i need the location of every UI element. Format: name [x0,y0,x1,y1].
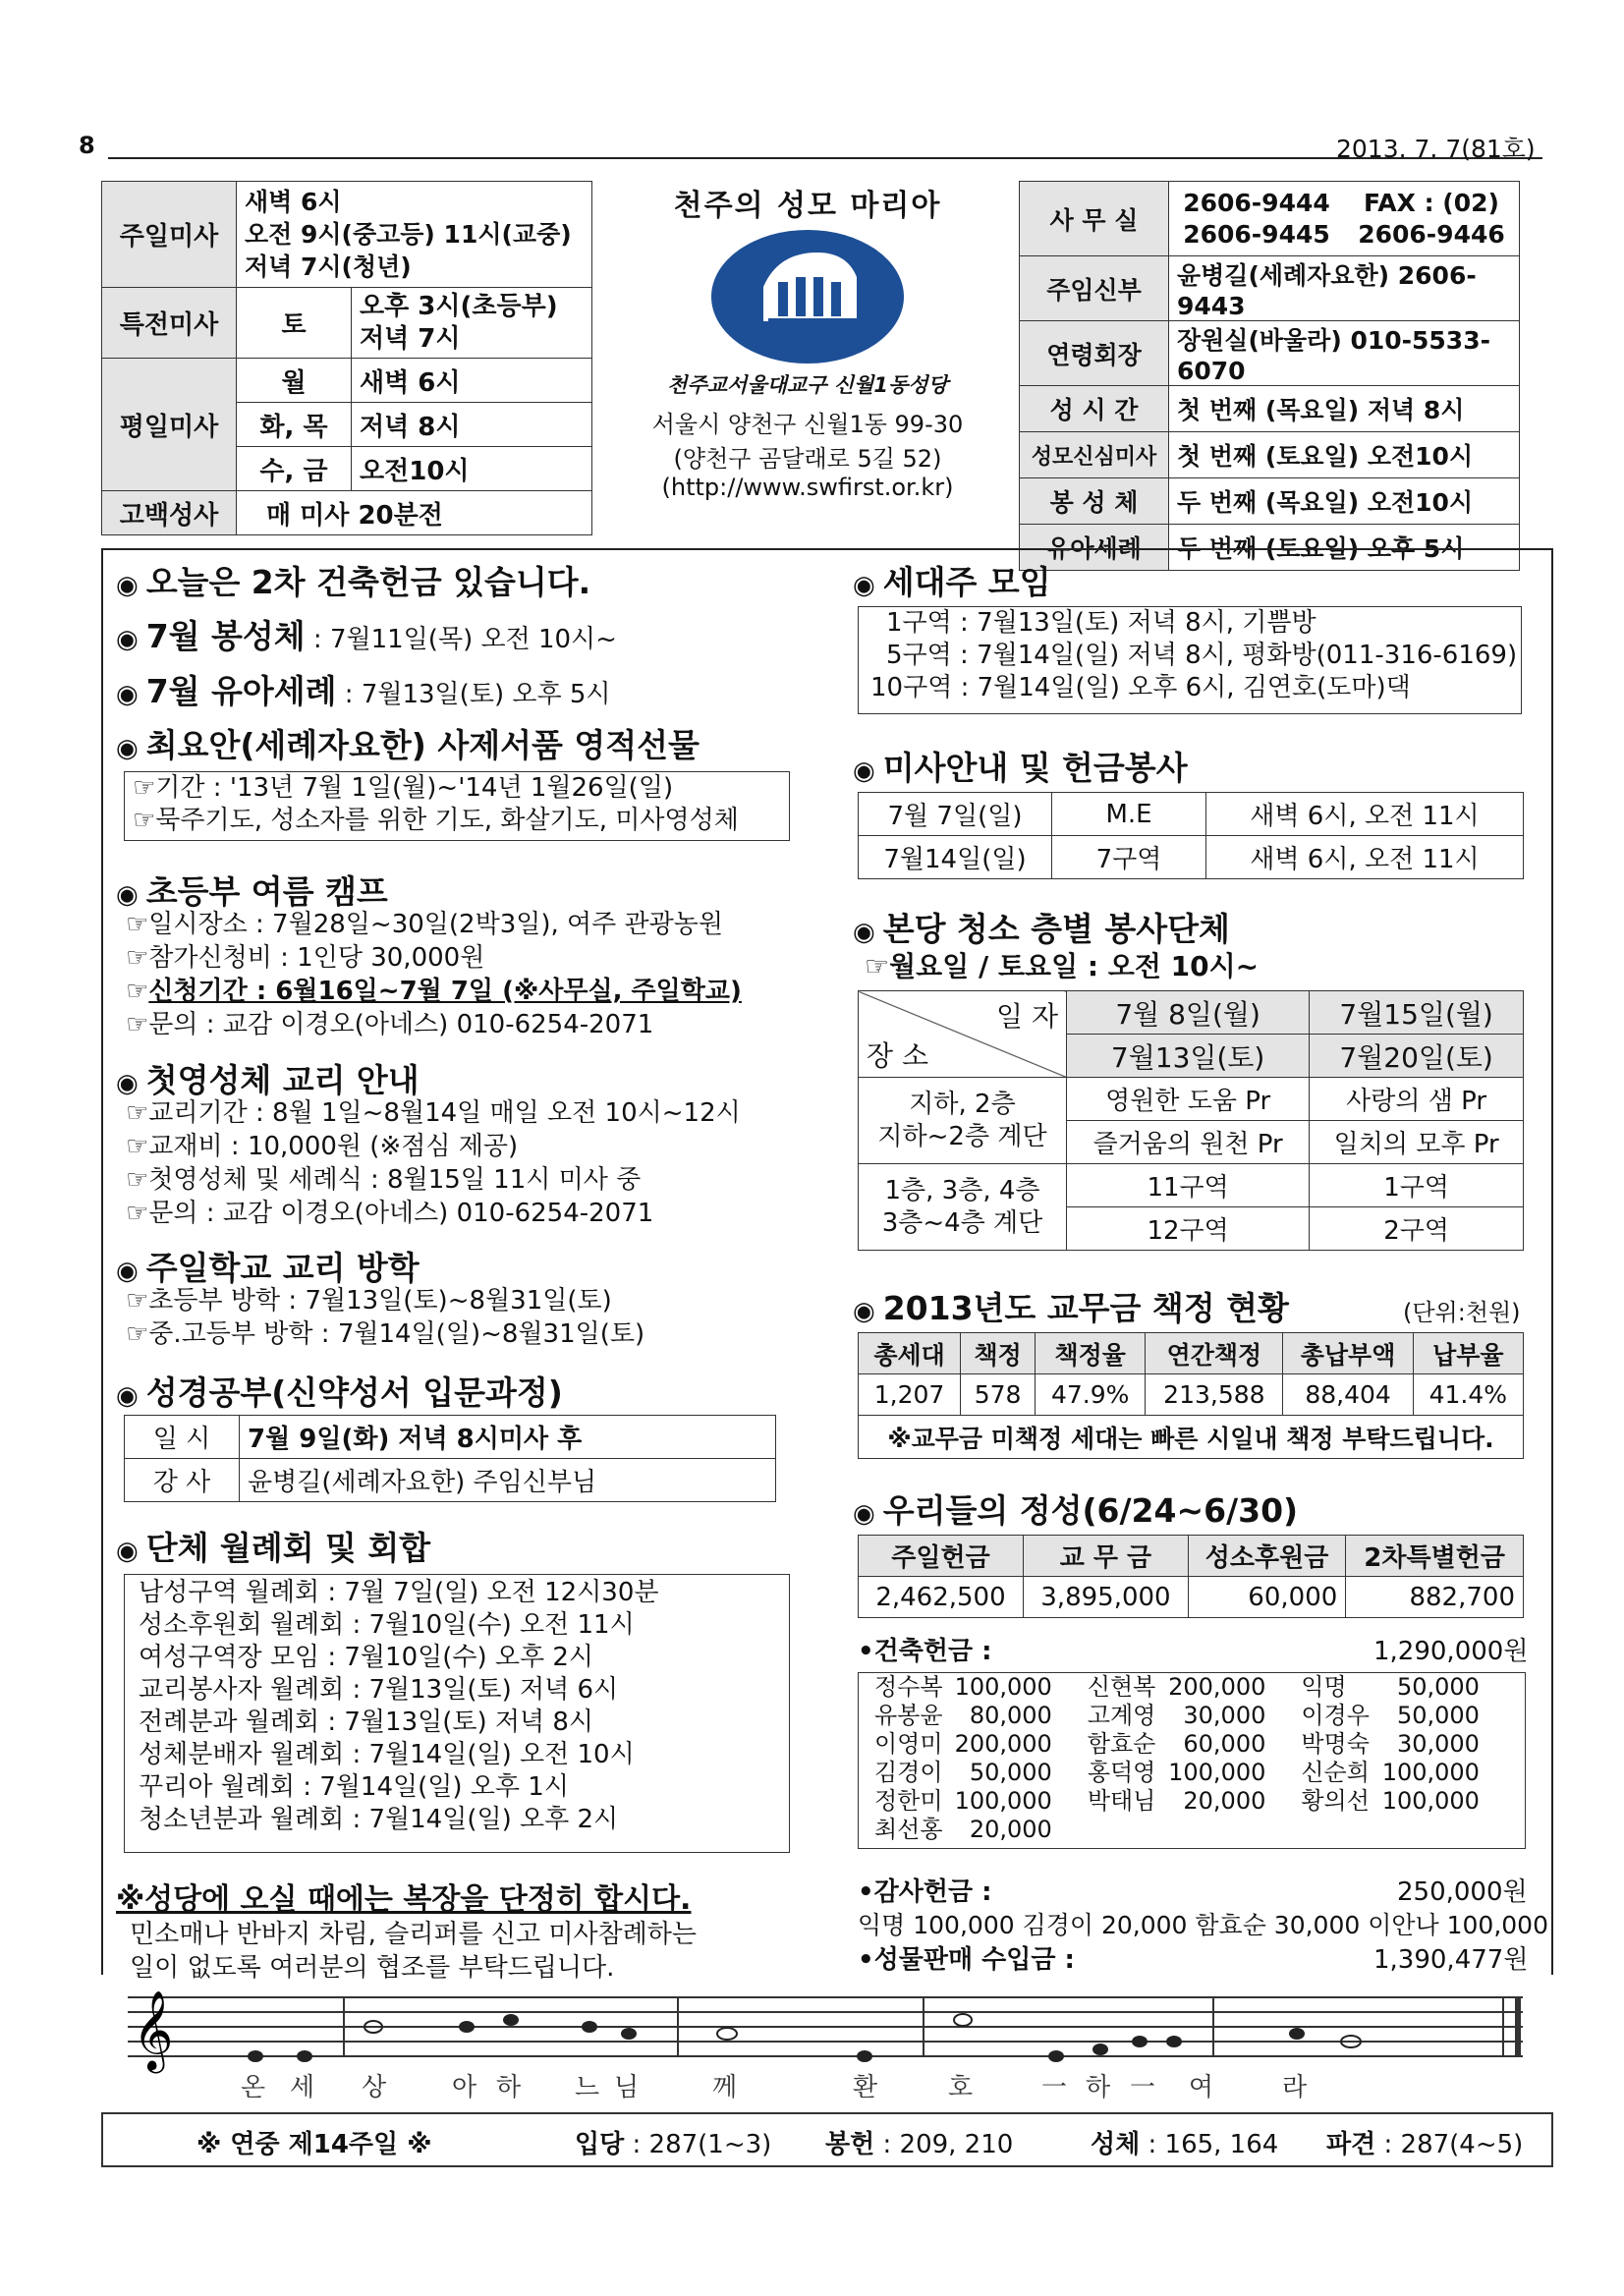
weekday-day: 수, 금 [237,447,352,491]
donor-amount: 100,000 [954,1787,1052,1815]
offering-header: 성소후원금 [1188,1536,1345,1577]
meeting-line: 꾸리아 월례회 : 7월14일(일) 오후 1시 [139,1772,569,1802]
weekday-day: 화, 목 [237,403,352,447]
bible-study-section [116,1368,563,1414]
box-line: ☞묵주기도, 성소자를 위한 기도, 화살기도, 미사영성체 [133,806,739,835]
thanksgiving-donors: 익명 100,000 김경이 20,000 함효순 30,000 이안나 100,000 [858,1911,1548,1939]
special-mass-day: 토 [237,288,352,359]
detail-line [126,975,742,1008]
mass-guide-group: M.E [1052,793,1206,836]
offerings-section [853,1485,1298,1532]
cleaning-place [859,1078,1067,1164]
offering-value: 882,700 [1346,1577,1524,1618]
offertory-label: 봉헌 [825,2130,875,2159]
building-donors-table [868,1673,1485,1844]
cleaning-duty-section [853,904,1230,950]
bullet-icon: ◉ [116,680,139,709]
section-title: 성경공부(신약성서 입문과정) [145,1373,563,1412]
cleaning-schedule: ☞월요일 / 토요일 : 오전 10시~ [865,950,1260,982]
mass-schedule-table [101,181,592,535]
weekday-mass-label: 평일미사 [102,359,237,491]
place-line: 1층, 3층, 4층 [884,1175,1040,1205]
donor-amount: 200,000 [1168,1673,1266,1701]
office-row-value: 두 번째 (목요일) 오전10시 [1169,478,1520,525]
goods-sales-total: 1,390,477원 [1373,1945,1529,1975]
lyric-syllable: 라 [1282,2073,1308,2102]
donor-name: 홍덕영 [1087,1759,1156,1786]
tithe-header: 총납부액 [1283,1333,1413,1374]
section-title: 최요안(세례자요한) 사제서품 영적선물 [145,726,700,764]
section-title: 세대주 모임 [882,563,1051,601]
donor-amount: 80,000 [969,1702,1052,1729]
householder-meeting-section [853,557,1051,603]
mass-guide-date: 7월14일(일) [859,836,1052,879]
donor-amount: 200,000 [954,1730,1052,1758]
cleaning-date: 7월13일(토) [1067,1035,1310,1078]
offering-value: 3,895,000 [1023,1577,1188,1618]
section-title: 미사안내 및 헌금봉사 [882,749,1188,787]
lyric-syllable: 一 [1130,2073,1156,2102]
tithe-header: 납부율 [1413,1333,1523,1374]
cleaning-group: 일치의 모후 Pr [1310,1121,1524,1164]
offering-header: 교 무 금 [1023,1536,1188,1577]
office-label: 사 무 실 [1020,182,1169,256]
donor-amount: 100,000 [1381,1787,1480,1815]
meeting-line: 1구역 : 7월13일(토) 저녁 8시, 기쁨방 [886,608,1316,638]
meeting-line: 교리봉사자 월례회 : 7월13일(토) 저녁 6시 [139,1675,619,1705]
donor-amount: 20,000 [969,1816,1052,1843]
hymn-lyrics [128,2067,1523,2102]
cleaning-group: 2구역 [1310,1207,1524,1251]
bullet-icon: ◉ [116,734,139,763]
lyric-syllable: 하 [496,2073,522,2102]
parish-road-address: (양천구 곰달래로 5길 52) [673,445,942,473]
bullet-icon: ◉ [116,571,139,600]
meeting-line: 10구역 : 7월14일(일) 오후 6시, 김연호(도마)댁 [870,673,1411,702]
communion-value: : 165, 164 [1140,2130,1279,2159]
building-fund-total: 1,290,000원 [1373,1637,1529,1666]
weekday-time: 저녁 8시 [352,403,592,447]
infant-baptism-notice [116,666,611,712]
mass-guide-section [853,743,1188,789]
office-row-value: 장원실(바울라) 010-5533-6070 [1169,321,1520,386]
tithe-value: 1,207 [859,1374,961,1416]
weekday-time: 오전10시 [352,447,592,491]
lyric-syllable: 느 [575,2073,600,2102]
communion-label: 성체 [1091,2130,1141,2159]
detail-line: ☞교리기간 : 8월 1일~8월14일 매일 오전 10시~12시 [126,1098,741,1128]
confession-value: 매 미사 20분전 [237,491,592,535]
header-rule [108,157,1542,159]
section-title: 우리들의 정성(6/24~6/30) [882,1491,1299,1530]
group-meetings-section [116,1523,430,1569]
detail-line: ☞교재비 : 10,000원 (※점심 제공) [126,1132,519,1161]
meeting-line: 성체분배자 월례회 : 7월14일(일) 오전 10시 [139,1740,635,1769]
goods-sales-label: •성물판매 수입금 : [858,1945,1075,1975]
first-communion-section [116,1055,420,1101]
detail-line: ☞문의 : 교감 이경오(아네스) 010-6254-2071 [126,1010,654,1039]
sunday-mass-label: 주일미사 [102,182,237,288]
sunday-school-vacation-section [116,1243,420,1289]
section-text: : 7월11일(목) 오전 10시~ [305,625,617,654]
special-mass-line: 오후 3시(초등부) [360,291,558,321]
office-row-value: 첫 번째 (토요일) 오전10시 [1169,432,1520,478]
donor-amount: 30,000 [1183,1702,1266,1729]
lyric-syllable: 호 [948,2073,974,2102]
date-place-header [859,991,1067,1078]
date-header-label: 일 자 [996,999,1058,1033]
donor-name: 함효순 [1087,1730,1156,1758]
fax-label: FAX : (02) [1364,188,1499,217]
sunday-mass-line: 새벽 6시 [245,188,342,216]
mass-guide-group: 7구역 [1052,836,1206,879]
special-mass-times [352,288,592,359]
lyric-syllable: 님 [614,2073,640,2102]
notice-line: 민소매나 반바지 차림, 슬리퍼를 신고 미사참례하는 [130,1920,698,1949]
donor-amount: 60,000 [1183,1730,1266,1758]
cleaning-place [859,1164,1067,1251]
cleaning-group: 1구역 [1310,1164,1524,1207]
logo-caption: 천주교서울대교구 신월1동성당 [667,373,948,397]
cleaning-group: 11구역 [1067,1164,1310,1207]
building-fund-notice [116,557,590,603]
cleaning-group: 영원한 도움 Pr [1067,1078,1310,1121]
section-title: 7월 봉성체 [145,617,306,655]
tithe-value: 41.4% [1413,1374,1523,1416]
section-title: 주일학교 교리 방학 [145,1249,420,1287]
bullet-icon: ◉ [116,1257,139,1286]
offering-header: 주일헌금 [859,1536,1024,1577]
donor-amount: 100,000 [1168,1759,1266,1786]
place-line: 지하~2층 계단 [877,1121,1047,1151]
bullet-icon: ◉ [853,918,875,947]
bullet-icon: ◉ [116,625,139,654]
section-title: 2013년도 교무금 책정 현황 [882,1289,1289,1327]
place-header-label: 장 소 [867,1038,928,1072]
donor-name: 유봉윤 [874,1702,943,1729]
lyric-syllable: 아 [452,2073,477,2102]
building-fund-label: •건축헌금 : [858,1637,992,1666]
bullet-icon: ◉ [116,1381,139,1411]
tithe-unit: (단위:천원) [1403,1299,1521,1326]
lyric-syllable: 하 [1086,2073,1111,2102]
tithe-status-table [858,1332,1524,1459]
weekday-time: 새벽 6시 [352,359,592,403]
office-phones [1169,182,1344,256]
cleaning-date: 7월 8일(월) [1067,991,1310,1035]
bullet-icon: ◉ [853,571,875,600]
bible-study-label: 강 사 [125,1459,240,1502]
logo-title: 천주의 성모 마리아 [673,189,942,223]
meeting-line: 전례분과 월례회 : 7월13일(토) 저녁 8시 [139,1708,594,1737]
building-donors-box [858,1672,1526,1849]
office-phone: 2606-9444 [1183,188,1330,217]
donor-name: 박명숙 [1301,1730,1370,1758]
office-row-label: 성모신심미사 [1020,432,1169,478]
householder-meeting-box [858,606,1522,714]
mary-logo-icon [709,228,906,365]
parish-website-link[interactable]: (http://www.swfirst.or.kr) [661,474,954,501]
tithe-header: 총세대 [859,1333,961,1374]
thanksgiving-total: 250,000원 [1397,1877,1528,1907]
mass-guide-table [858,792,1524,879]
offertory-value: : 209, 210 [874,2130,1014,2159]
cleaning-date: 7월20일(토) [1310,1035,1524,1078]
dismissal-value: : 287(4~5) [1375,2130,1524,2159]
weekday-day: 월 [237,359,352,403]
meeting-line: 청소년분과 월례회 : 7월14일(일) 오후 2시 [139,1805,619,1834]
bullet-icon: ◉ [853,756,875,786]
parish-logo-block [601,177,1014,531]
donor-amount: 100,000 [1381,1759,1480,1786]
entrance-hymn [575,2124,771,2160]
communion-hymn [1091,2124,1278,2160]
notice-line: 일이 없도록 여러분의 협조를 부탁드립니다. [130,1953,615,1983]
donor-amount: 50,000 [1396,1702,1480,1729]
parish-address: 서울시 양천구 신월1동 99-30 [651,411,964,438]
office-fax [1344,182,1520,256]
registration-period: 신청기간 : 6월16일~7월 7일 (※사무실, 주일학교) [148,977,742,1006]
section-title: 7월 유아세례 [145,672,337,710]
section-title: 첫영성체 교리 안내 [145,1061,420,1099]
donor-amount: 50,000 [1396,1673,1480,1701]
offering-header: 2차특별헌금 [1346,1536,1524,1577]
mass-guide-date: 7월 7일(일) [859,793,1052,836]
offering-value: 60,000 [1188,1577,1345,1618]
donor-name: 김경이 [874,1759,943,1786]
section-title: 단체 월례회 및 회합 [145,1529,431,1567]
bullet-icon: ◉ [116,1069,139,1098]
place-line: 3층~4층 계단 [881,1207,1043,1238]
office-row-label: 유아세례 [1020,525,1169,571]
donor-name: 최선홍 [874,1816,943,1843]
tithe-status-section [853,1283,1289,1329]
meeting-line: 남성구역 월례회 : 7월 7일(일) 오전 12시30분 [139,1578,659,1607]
tithe-value: 88,404 [1283,1374,1413,1416]
notice-title: ※성당에 오실 때에는 복장을 단정히 합시다. [116,1882,692,1917]
bullet-icon: ◉ [116,1537,139,1566]
first-communion-details [126,1096,741,1230]
cleaning-group: 사랑의 샘 Pr [1310,1078,1524,1121]
office-row-value: 두 번째 (토요일) 오후 5시 [1169,525,1520,571]
donor-name: 신현복 [1087,1673,1156,1701]
summer-camp-details [126,908,742,1041]
vacation-details [126,1284,644,1351]
entrance-value: : 287(1~3) [624,2130,772,2159]
office-row-label: 성 시 간 [1020,386,1169,432]
pointer-icon: ☞ [126,977,149,1006]
lyric-syllable: 온 [241,2073,266,2102]
meeting-line: 5구역 : 7월14일(일) 저녁 8시, 평화방(011-316-6169) [886,641,1518,670]
offering-value: 2,462,500 [859,1577,1024,1618]
cleaning-group: 즐거움의 원천 Pr [1067,1121,1310,1164]
tithe-header: 책정 [961,1333,1036,1374]
confession-label: 고백성사 [102,491,237,535]
tithe-value: 47.9% [1036,1374,1146,1416]
bullet-icon: ◉ [853,1499,875,1529]
lyric-syllable: 一 [1041,2073,1068,2102]
issue-date: 2013. 7. 7(81호) [1336,135,1536,163]
lyric-syllable: 환 [853,2073,878,2102]
donor-name: 고계영 [1087,1702,1156,1729]
mass-guide-time: 새벽 6시, 오전 11시 [1206,836,1524,879]
ordination-gift-section [116,720,700,766]
detail-line: ☞초등부 방학 : 7월13일(토)~8월31일(토) [126,1286,612,1316]
bible-study-table [124,1415,776,1502]
donor-name: 이경우 [1301,1702,1370,1729]
section-title: 오늘은 2차 건축헌금 있습니다. [145,563,591,601]
donor-name: 익명 [1301,1673,1347,1701]
office-row-label: 주임신부 [1020,256,1169,321]
dismissal-hymn [1326,2124,1523,2160]
cleaning-duty-table [858,990,1524,1251]
office-phone: 2606-9445 [1183,219,1330,249]
lyric-syllable: 세 [290,2073,315,2102]
offertory-hymn [825,2124,1013,2160]
section-title: 본당 청소 층별 봉사단체 [882,910,1230,948]
detail-line: ☞참가신청비 : 1인당 30,000원 [126,943,485,973]
bullet-icon: ◉ [116,880,139,910]
offerings-table [858,1535,1524,1618]
meeting-line: 성소후원회 월례회 : 7월10일(수) 오전 11시 [139,1610,635,1640]
detail-line: ☞일시장소 : 7월28일~30일(2박3일), 여주 관광농원 [126,910,723,939]
office-row-value: 첫 번째 (목요일) 저녁 8시 [1169,386,1520,432]
sunday-mass-line: 저녁 7시(청년) [245,252,412,281]
bible-study-value: 윤병길(세례자요한) 주임신부님 [240,1459,776,1502]
place-line: 지하, 2층 [909,1089,1016,1119]
fax-number: 2606-9446 [1358,219,1505,249]
liturgical-week: ※ 연중 제14주일 ※ [196,2130,432,2159]
detail-line: ☞첫영성체 및 세례식 : 8월15일 11시 미사 중 [126,1165,642,1195]
svg-text:𝄞: 𝄞 [133,1989,174,2070]
thanksgiving-label: •감사헌금 : [858,1877,992,1907]
meeting-line: 여성구역장 모임 : 7월10일(수) 오후 2시 [139,1643,594,1672]
donor-amount: 50,000 [969,1759,1052,1786]
page-number: 8 [79,132,95,159]
detail-line: ☞문의 : 교감 이경오(아네스) 010-6254-2071 [126,1199,654,1228]
summer-camp-section [116,867,388,913]
tithe-value: 213,588 [1146,1374,1283,1416]
tithe-header: 연간책정 [1146,1333,1283,1374]
sunday-mass-times [237,182,592,288]
donor-amount: 20,000 [1183,1787,1266,1815]
donor-amount: 100,000 [954,1673,1052,1701]
donor-name: 정한미 [874,1787,943,1815]
office-row-label: 봉 성 체 [1020,478,1169,525]
special-mass-label: 특전미사 [102,288,237,359]
tithe-note: ※교무금 미책정 세대는 빠른 시일내 책정 부탁드립니다. [859,1416,1524,1459]
cleaning-date: 7월15일(월) [1310,991,1524,1035]
dress-code-notice [116,1875,697,1985]
lyric-syllable: 상 [362,2073,387,2102]
donor-name: 정수복 [874,1673,943,1701]
bullet-icon: ◉ [853,1297,875,1326]
lyric-syllable: 께 [712,2073,738,2102]
special-mass-line: 저녁 7시 [360,323,461,354]
sick-communion-notice [116,611,617,657]
group-meetings-box [124,1574,790,1853]
donor-name: 이영미 [874,1730,943,1758]
cleaning-group: 12구역 [1067,1207,1310,1251]
box-line: ☞기간 : '13년 7월 1일(월)~'14년 1월26일(일) [133,773,674,803]
donor-amount: 30,000 [1396,1730,1480,1758]
sunday-mass-line: 오전 9시(중고등) 11시(교중) [245,220,572,249]
lyric-syllable: 여 [1189,2073,1214,2102]
bible-study-value: 7월 9일(화) 저녁 8시미사 후 [240,1416,776,1459]
section-title: 초등부 여름 캠프 [145,872,388,911]
hymn-footer-bar [101,2112,1553,2167]
mass-guide-time: 새벽 6시, 오전 11시 [1206,793,1524,836]
tithe-value: 578 [961,1374,1036,1416]
office-row-label: 연령회장 [1020,321,1169,386]
donor-name: 박태님 [1087,1787,1156,1815]
dismissal-label: 파견 [1326,2130,1376,2159]
tithe-header: 책정율 [1036,1333,1146,1374]
office-info-table [1019,181,1520,571]
section-text: : 7월13일(토) 오후 5시 [336,680,611,709]
donor-name: 신순희 [1301,1759,1370,1786]
ordination-gift-box [124,771,790,841]
donor-name: 황의선 [1301,1787,1370,1815]
detail-line: ☞중.고등부 방학 : 7월14일(일)~8월31일(토) [126,1319,645,1349]
bible-study-label: 일 시 [125,1416,240,1459]
entrance-label: 입당 [575,2130,625,2159]
office-row-value: 윤병길(세례자요한) 2606-9443 [1169,256,1520,321]
